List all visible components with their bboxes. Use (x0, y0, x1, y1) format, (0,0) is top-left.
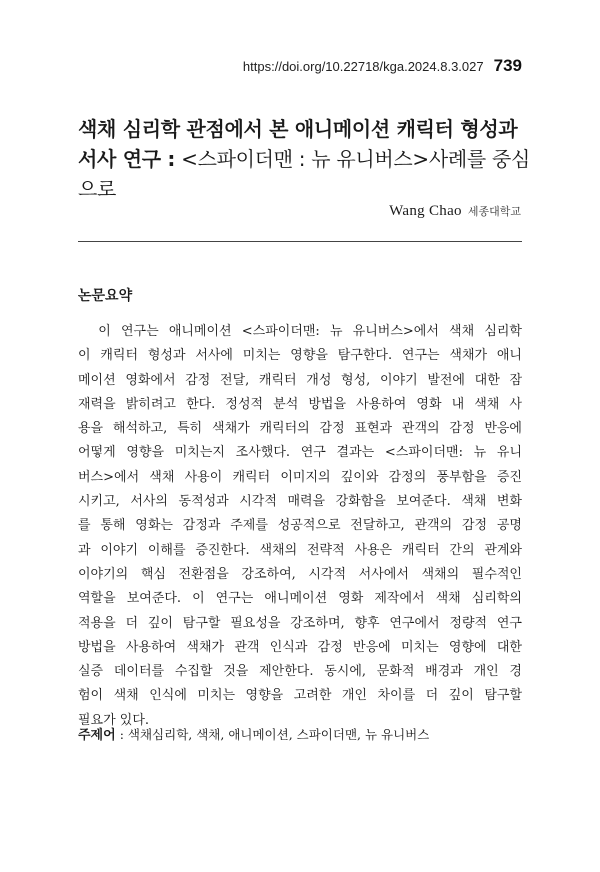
doi-link[interactable]: https://doi.org/10.22718/kga.2024.8.3.027 (242, 59, 484, 74)
abstract-line: 과 이야기 이해를 증진한다. 색채의 전략적 사용은 캐릭터 간의 관계와 (78, 542, 522, 558)
title-line-2-main: 서사 연구 : (78, 147, 176, 171)
title-divider (78, 241, 522, 242)
abstract-heading: 논문요약 (78, 288, 133, 304)
title-line-2-sub: <스파이더맨 : 뉴 유니버스>사례를 중심으로 (78, 147, 531, 201)
keywords-separator: : (119, 727, 124, 742)
abstract-line: 재력을 밝히려고 한다. 정성적 분석 방법을 사용하여 영화 내 색채 사 (78, 396, 522, 412)
abstract-line: 이야기의 핵심 전환점을 강조하여, 시각적 서사에서 색채의 필수적인 (78, 566, 522, 582)
abstract-line: 필요가 있다. (78, 712, 150, 728)
abstract-line: 를 통해 영화는 감정과 주제를 성공적으로 전달하고, 관객의 감정 공명 (78, 518, 522, 534)
abstract-body (78, 320, 522, 733)
keywords (78, 724, 522, 743)
keywords-label: 주제어 (78, 728, 116, 743)
abstract-line: 역할을 보여준다. 이 연구는 애니메이션 영화 제작에서 색채 심리학의 (78, 591, 522, 607)
abstract-line: 이 캐릭터 형성과 서사에 미치는 영향을 탐구한다. 연구는 색채가 애니 (78, 348, 522, 364)
abstract-line: 메이션 영화에서 감정 전달, 캐릭터 개성 형성, 이야기 발전에 대한 잠 (78, 372, 522, 388)
abstract-line: 험이 색채 인식에 미치는 영향을 고려한 개인 차이를 더 깊이 탐구할 (78, 688, 522, 704)
keywords-values: 색채심리학, 색채, 애니메이션, 스파이더맨, 뉴 유니버스 (127, 727, 430, 742)
running-header (243, 56, 522, 76)
abstract-line: 버스>에서 색채 사용이 캐릭터 이미지의 깊이와 감정의 풍부함을 증진 (78, 469, 522, 485)
abstract-line: 방법을 사용하여 색채가 관객 인식과 감정 반응에 미치는 영향에 대한 (78, 639, 522, 655)
title-line-1: 색채 심리학 관점에서 본 애니메이션 캐릭터 형성과 (78, 117, 518, 141)
author-affiliation: 세종대학교 (467, 205, 521, 218)
abstract-line: 시키고, 서사의 동적성과 시각적 매력을 강화함을 보여준다. 색채 변화 (78, 494, 522, 510)
author-block (389, 203, 521, 220)
abstract-line: 적용을 더 깊이 탐구할 필요성을 강조하며, 향후 연구에서 정량적 연구 (78, 615, 522, 631)
abstract-line: 이 연구는 애니메이션 <스파이더맨: 뉴 유니버스>에서 색채 심리학 (78, 324, 522, 339)
abstract-line: 실증 데이터를 수집할 것을 제안한다. 동시에, 문화적 배경과 개인 경 (78, 664, 522, 680)
author-name: Wang Chao (389, 203, 462, 219)
title-line-2 (78, 144, 538, 204)
paper-title (78, 114, 538, 204)
abstract-line: 용을 해석하고, 특히 색채가 캐릭터의 감정 표현과 관객의 감정 반응에 (78, 421, 522, 437)
page-number: 739 (493, 56, 522, 75)
abstract-line: 어떻게 영향을 미치는지 조사했다. 연구 결과는 <스파이더맨: 뉴 유니 (78, 445, 522, 461)
